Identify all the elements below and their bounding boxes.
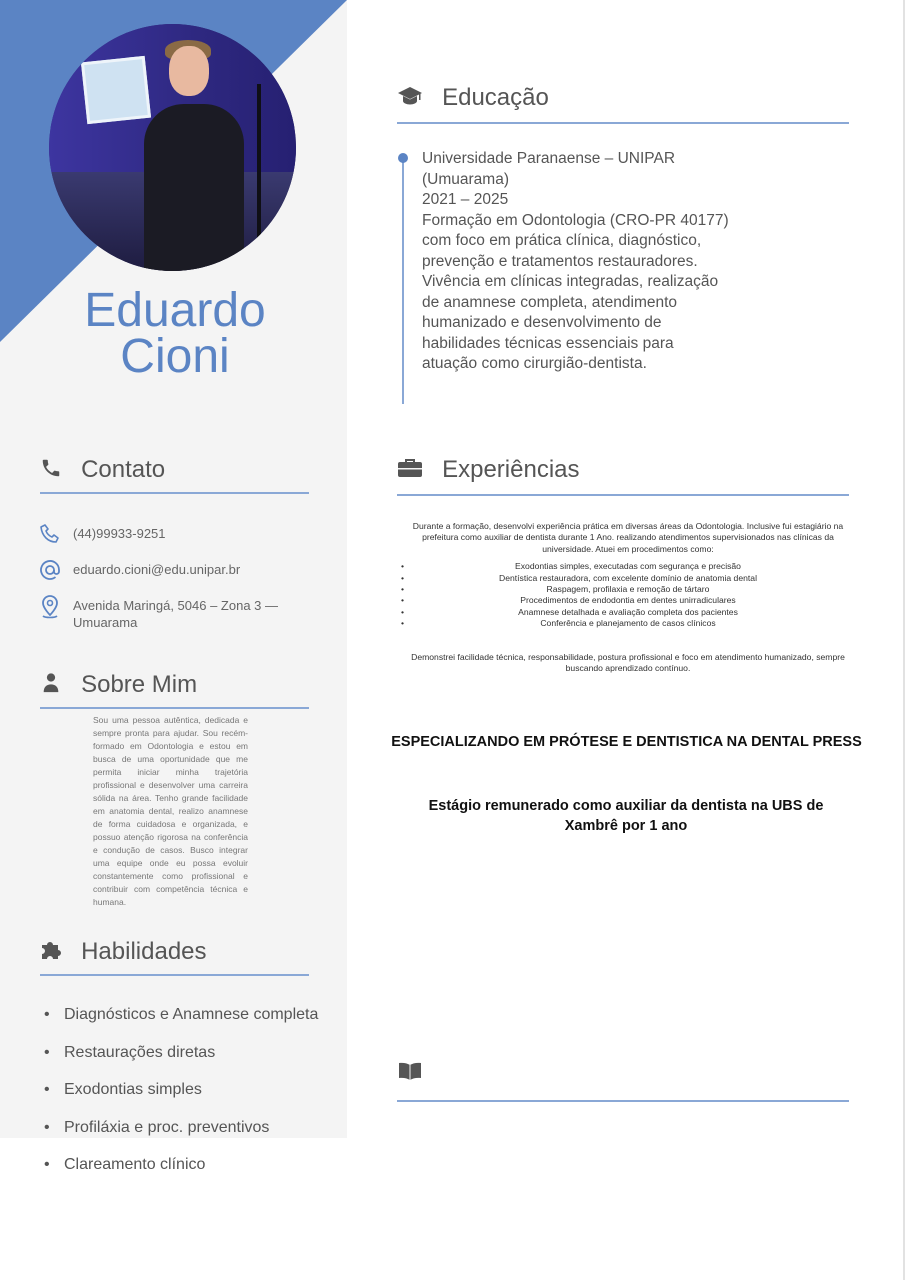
experience-content xyxy=(397,521,859,674)
experience-outro: Demonstrei facilidade técnica, responsabilidade, postura profissional e foco em atendimento humanizado, sempre buscando aprendizado contínuo. xyxy=(411,651,845,674)
experience-item: • Conferência e planejamento de casos clínicos xyxy=(397,618,859,629)
experience-intro: Durante a formação, desenvolvi experiência prática em diversas áreas da Odontologia. Inclusive fui estagiário na prefeitura como auxiliar de dentista durante 1 Ano. realizando atendimentos supervisionados nas clínicas da universidade. Atuei em procedimentos como: xyxy=(412,521,844,554)
phone-link[interactable]: (44)99933-9251 xyxy=(73,526,166,541)
experience-list xyxy=(397,561,859,629)
email-link[interactable]: eduardo.cioni@edu.unipar.br xyxy=(73,562,241,577)
skill-item: • Diagnósticos e Anamnese completa xyxy=(40,996,330,1034)
skill-item: • Restaurações diretas xyxy=(40,1034,330,1072)
skill-item: • Exodontias simples xyxy=(40,1071,330,1109)
skill-item: • Profiláxia e proc. preventivos xyxy=(40,1109,330,1147)
about-text: Sou uma pessoa autêntica, dedicada e sempre pronta para ajudar. Sou recém-formado em Odontologia e estou em busca de uma oportunidade que me permita iniciar minha trajetória profissional e desenvolver uma carreira sólida na área. Tenho grande facilidade em anatomia dental, realizo anamnese de forma cuidadosa e organizada, e possuo atenção rigorosa na conferência e condução de casos. Busco integrar uma equipe onde eu possa evoluir constantemente como profissional e contribuir com competência técnica e humana. xyxy=(93,715,248,907)
education-description: Formação em Odontologia (CRO-PR 40177) com foco em prática clínica, diagnóstico, prevenção e tratamentos restauradores. Vivência em clínicas integradas, realização de anamnese completa, atendimento humanizado e desenvolvimento de habilidades técnicas essenciais para atuação como cirurgião-dentista. xyxy=(422,211,729,372)
contact-title: Contato xyxy=(81,456,166,483)
first-name: Eduardo xyxy=(84,284,266,337)
person-name xyxy=(20,284,330,383)
about-title: Sobre Mim xyxy=(81,671,198,698)
book-icon xyxy=(397,1067,423,1086)
phone-icon xyxy=(40,457,64,483)
skill-item: • Clareamento clínico xyxy=(40,1146,330,1184)
internship-text: Estágio remunerado como auxiliar da dentista na UBS de Xambrê por 1 ano xyxy=(428,798,824,834)
graduation-cap-icon xyxy=(397,85,423,111)
book-section-header xyxy=(397,1060,849,1102)
education-title: Educação xyxy=(442,84,549,111)
skills-header xyxy=(40,938,309,976)
skills-list xyxy=(40,996,330,1184)
skills-title: Habilidades xyxy=(81,938,207,965)
briefcase-icon xyxy=(397,457,423,483)
timeline-line xyxy=(402,158,404,404)
specialization-text: ESPECIALIZANDO EM PRÓTESE E DENTISTICA NA DENTAL PRESS xyxy=(391,734,862,750)
experience-item: • Anamnese detalhada e avaliação completa dos pacientes xyxy=(397,607,859,618)
at-icon xyxy=(38,558,62,582)
timeline-dot xyxy=(398,153,408,163)
experience-header xyxy=(397,456,849,496)
about-header xyxy=(40,671,309,709)
location-pin-icon xyxy=(38,594,62,618)
person-icon xyxy=(40,672,64,698)
experience-item: • Exodontias simples, executadas com segurança e precisão xyxy=(397,561,859,572)
puzzle-icon xyxy=(40,939,64,965)
handset-icon xyxy=(38,522,62,546)
profile-photo xyxy=(49,24,296,271)
contact-header xyxy=(40,456,309,494)
last-name: Cioni xyxy=(120,330,230,383)
experience-item: • Procedimentos de endodontia em dentes unirradiculares xyxy=(397,595,859,606)
experience-title: Experiências xyxy=(442,456,580,483)
address-text: Avenida Maringá, 5046 – Zona 3 — Umuarama xyxy=(73,598,279,630)
institution: Universidade Paranaense – UNIPAR (Umuarama) xyxy=(422,150,676,188)
experience-item: • Dentística restauradora, com excelente domínio de anatomia dental xyxy=(397,573,859,584)
education-header xyxy=(397,84,849,124)
experience-item: • Raspagem, profilaxia e remoção de tártaro xyxy=(397,584,859,595)
education-entry xyxy=(422,149,732,375)
period: 2021 – 2025 xyxy=(422,191,509,208)
